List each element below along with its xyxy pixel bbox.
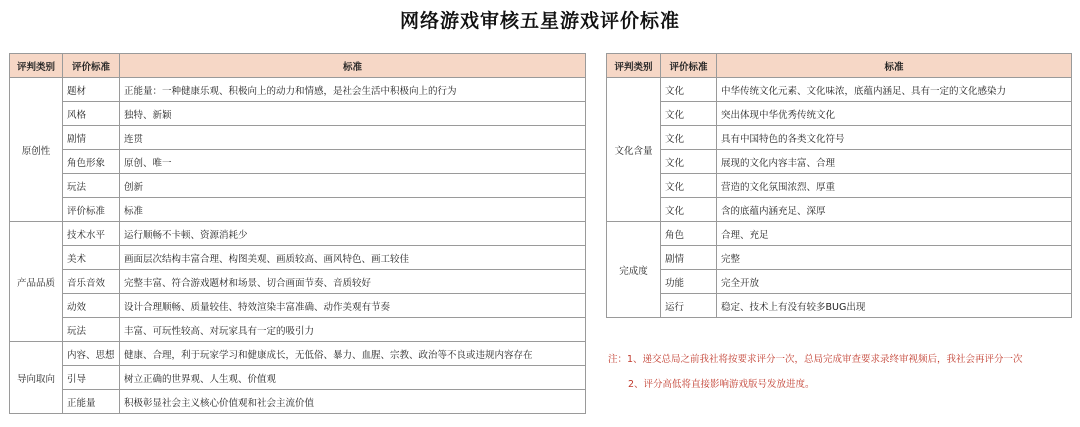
criterion-cell: 美术 — [63, 246, 120, 270]
table-row — [607, 246, 1072, 270]
standard-cell: 健康、合理，利于玩家学习和健康成长，无低俗、暴力、血腥、宗教、政治等不良或违规内容存在 — [120, 342, 586, 366]
header-category: 评判类别 — [607, 54, 661, 78]
standard-cell: 画面层次结构丰富合理、构图美观、画质较高、画风特色、画工较佳 — [120, 246, 586, 270]
category-cell: 产品品质 — [10, 222, 63, 342]
standard-cell: 具有中国特色的各类文化符号 — [717, 126, 1072, 150]
criterion-cell: 技术水平 — [63, 222, 120, 246]
header-criterion: 评价标准 — [661, 54, 717, 78]
criterion-cell: 评价标准 — [63, 198, 120, 222]
criterion-cell: 剧情 — [661, 246, 717, 270]
criterion-cell: 角色形象 — [63, 150, 120, 174]
table-row — [607, 174, 1072, 198]
header-standard: 标准 — [120, 54, 586, 78]
criterion-cell: 文化 — [661, 174, 717, 198]
criterion-cell: 玩法 — [63, 174, 120, 198]
table-row — [607, 222, 1072, 246]
criterion-cell: 动效 — [63, 294, 120, 318]
criterion-cell: 角色 — [661, 222, 717, 246]
table-row — [10, 174, 586, 198]
table-row — [10, 342, 586, 366]
right-standards-table — [606, 53, 1072, 318]
criterion-cell: 题材 — [63, 78, 120, 102]
criterion-cell: 音乐音效 — [63, 270, 120, 294]
standard-cell: 完整丰富、符合游戏题材和场景、切合画面节奏、音质较好 — [120, 270, 586, 294]
standard-cell: 独特、新颖 — [120, 102, 586, 126]
table-header-row — [10, 54, 586, 78]
standard-cell: 原创、唯一 — [120, 150, 586, 174]
table-row — [607, 102, 1072, 126]
table-row — [607, 294, 1072, 318]
criterion-cell: 文化 — [661, 150, 717, 174]
category-cell: 导向取向 — [10, 342, 63, 414]
page-title: 网络游戏审核五星游戏评价标准 — [399, 10, 680, 32]
table-row — [607, 126, 1072, 150]
criterion-cell: 功能 — [661, 270, 717, 294]
table-row — [10, 198, 586, 222]
table-header-row — [607, 54, 1072, 78]
standard-cell: 完全开放 — [717, 270, 1072, 294]
standard-cell: 稳定、技术上有没有较多BUG出现 — [717, 294, 1072, 318]
footnote-line-2: 2、评分高低将直接影响游戏版号发放进度。 — [628, 379, 815, 390]
criterion-cell: 正能量 — [63, 390, 120, 414]
criterion-cell: 玩法 — [63, 318, 120, 342]
criterion-cell: 内容、思想 — [63, 342, 120, 366]
standard-cell: 突出体现中华优秀传统文化 — [717, 102, 1072, 126]
criterion-cell: 文化 — [661, 198, 717, 222]
standard-cell: 展现的文化内容丰富、合理 — [717, 150, 1072, 174]
standard-cell: 营造的文化氛围浓烈、厚重 — [717, 174, 1072, 198]
table-row — [10, 294, 586, 318]
table-row — [10, 150, 586, 174]
criterion-cell: 文化 — [661, 102, 717, 126]
header-standard: 标准 — [717, 54, 1072, 78]
header-criterion: 评价标准 — [63, 54, 120, 78]
table-row — [607, 150, 1072, 174]
table-row — [10, 222, 586, 246]
standard-cell: 完整 — [717, 246, 1072, 270]
table-row — [10, 78, 586, 102]
criterion-cell: 运行 — [661, 294, 717, 318]
table-row — [10, 126, 586, 150]
standard-cell: 积极彰显社会主义核心价值观和社会主流价值 — [120, 390, 586, 414]
table-row — [10, 366, 586, 390]
standard-cell: 中华传统文化元素、文化味浓，底蕴内涵足、具有一定的文化感染力 — [717, 78, 1072, 102]
standard-cell: 树立正确的世界观、人生观、价值观 — [120, 366, 586, 390]
standard-cell: 丰富、可玩性较高、对玩家具有一定的吸引力 — [120, 318, 586, 342]
criterion-cell: 文化 — [661, 78, 717, 102]
table-row — [10, 390, 586, 414]
criterion-cell: 风格 — [63, 102, 120, 126]
table-row — [10, 270, 586, 294]
header-category: 评判类别 — [10, 54, 63, 78]
standard-cell: 创新 — [120, 174, 586, 198]
standard-cell: 含的底蕴内涵充足、深厚 — [717, 198, 1072, 222]
standard-cell: 正能量：一种健康乐观、积极向上的动力和情感，是社会生活中积极向上的行为 — [120, 78, 586, 102]
table-row — [607, 78, 1072, 102]
table-row — [10, 102, 586, 126]
category-cell: 原创性 — [10, 78, 63, 222]
footnote — [608, 347, 1073, 397]
criterion-cell: 引导 — [63, 366, 120, 390]
standard-cell: 运行顺畅不卡顿、资源消耗少 — [120, 222, 586, 246]
footnote-line-1: 注：1、递交总局之前我社将按要求评分一次，总局完成审查要求录终审视频后，我社会再评分一次 — [608, 354, 1023, 365]
standard-cell: 标准 — [120, 198, 586, 222]
criterion-cell: 剧情 — [63, 126, 120, 150]
table-row — [10, 246, 586, 270]
table-row — [10, 318, 586, 342]
table-row — [607, 198, 1072, 222]
table-row — [607, 270, 1072, 294]
left-standards-table — [9, 53, 586, 414]
standard-cell: 合理、充足 — [717, 222, 1072, 246]
standard-cell: 连贯 — [120, 126, 586, 150]
criterion-cell: 文化 — [661, 126, 717, 150]
category-cell: 文化含量 — [607, 78, 661, 222]
standard-cell: 设计合理顺畅、质量较佳、特效渲染丰富准确、动作美观有节奏 — [120, 294, 586, 318]
category-cell: 完成度 — [607, 222, 661, 318]
